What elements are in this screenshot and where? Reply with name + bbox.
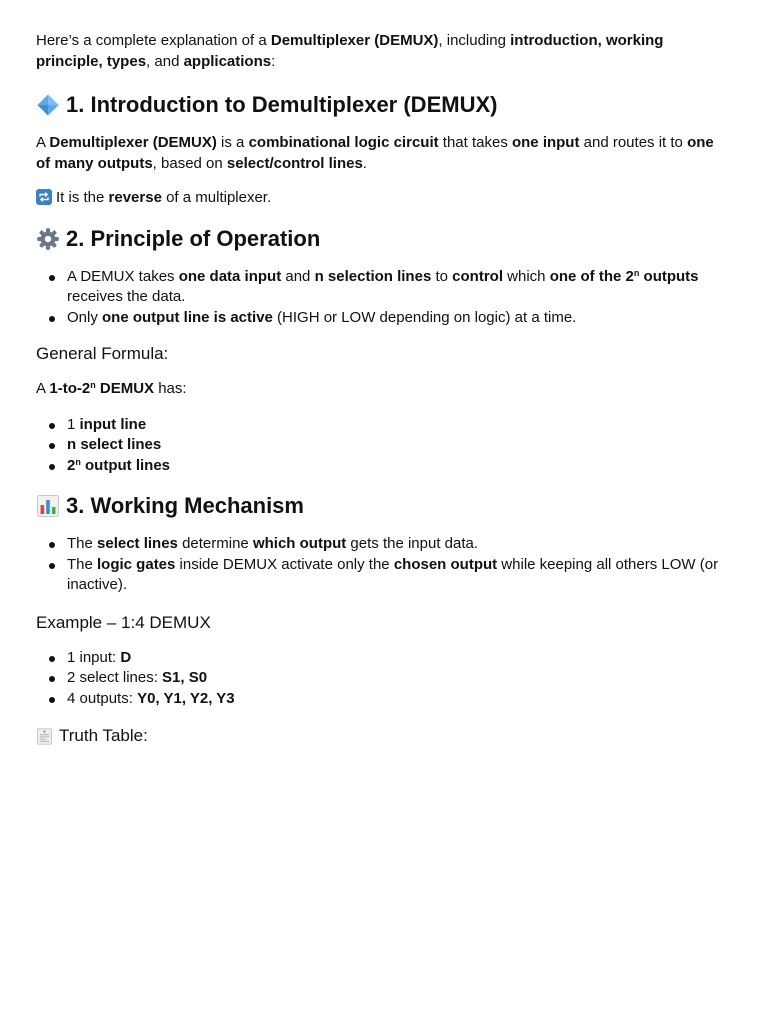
bold-term: one output line is active <box>102 308 273 326</box>
intro-text: : <box>271 52 276 70</box>
text: (HIGH or LOW depending on logic) at a time. <box>272 308 577 326</box>
intro-text: , including <box>438 32 511 49</box>
intro-text: Here’s a complete explanation of a <box>36 32 271 49</box>
principle-list <box>36 267 732 329</box>
heading-text: Truth Table: <box>59 726 148 745</box>
gear-icon <box>36 227 60 251</box>
bold-term: S1, S0 <box>162 669 208 686</box>
bold-term: one of many outputs <box>36 134 714 172</box>
intro-bold-applications: applications <box>183 52 272 70</box>
formula-paragraph <box>36 379 732 400</box>
intro-bold-term: Demultiplexer (DEMUX) <box>270 32 439 49</box>
formula-list <box>36 415 732 477</box>
section1-definition <box>36 133 732 174</box>
list-item <box>36 267 732 308</box>
intro-paragraph <box>36 31 732 72</box>
text: The <box>67 535 98 552</box>
superscript: n <box>90 380 96 390</box>
list-item <box>36 534 732 555</box>
superscript: n <box>633 267 640 278</box>
general-formula-heading <box>36 343 732 365</box>
bold-term: n select lines <box>67 436 162 453</box>
mechanism-list <box>36 534 732 596</box>
bold-term: one data input <box>178 267 282 285</box>
bold-term: DEMUX <box>95 380 155 397</box>
list-item <box>36 308 732 329</box>
intro-bold-topics: introduction, working principle, types <box>36 32 664 70</box>
bold-term: control <box>452 267 503 285</box>
heading-text: Example – 1:4 DEMUX <box>36 612 211 632</box>
truth-table-heading <box>36 725 732 747</box>
superscript: n <box>75 456 81 467</box>
text: determine <box>177 535 253 552</box>
list-item <box>36 668 732 689</box>
text: The <box>67 555 98 573</box>
bold-term: input line <box>79 415 147 433</box>
bold-term: Demultiplexer (DEMUX) <box>49 134 217 151</box>
list-item <box>36 456 732 477</box>
text: 4 outputs: <box>67 689 138 707</box>
text: while keeping all others LOW (or inactive). <box>67 555 719 593</box>
bold-term: outputs <box>639 267 699 285</box>
text: and routes it to <box>579 134 688 151</box>
text: Only <box>67 308 103 326</box>
section1-heading <box>36 91 732 119</box>
list-item <box>36 648 732 669</box>
list-item <box>36 555 732 596</box>
bold-term: output lines <box>80 456 171 474</box>
bar-chart-icon <box>36 494 60 518</box>
bold-term: Y0, Y1, Y2, Y3 <box>137 689 235 707</box>
bold-term: D <box>120 648 132 666</box>
text: It is the <box>56 189 109 206</box>
section3-heading-text: 3. Working Mechanism <box>66 493 304 518</box>
section1-heading-text: 1. Introduction to Demultiplexer (DEMUX) <box>66 92 498 117</box>
text: inside DEMUX activate only the <box>175 555 394 573</box>
text: A DEMUX takes <box>67 267 179 285</box>
text: 1 <box>67 415 80 433</box>
bold-term: one of the 2 <box>549 267 634 285</box>
bold-term: select lines <box>97 535 178 552</box>
text: which <box>503 267 550 285</box>
list-item <box>36 415 732 436</box>
text: , based on <box>152 154 227 172</box>
heading-text: General Formula: <box>36 344 169 363</box>
section2-heading <box>36 225 732 253</box>
section1-note <box>36 188 732 209</box>
text: gets the input data. <box>346 535 479 552</box>
list-item <box>36 435 732 456</box>
text: has: <box>154 380 187 397</box>
list-item <box>36 689 732 710</box>
example-heading <box>36 612 732 634</box>
text: 2 select lines: <box>67 669 163 686</box>
text: A <box>36 380 50 397</box>
text: of a multiplexer. <box>161 189 272 206</box>
text: 1 input: <box>67 648 121 666</box>
bold-term: combinational logic circuit <box>248 134 439 151</box>
repeat-arrows-icon <box>36 189 52 205</box>
bold-term: 1-to-2 <box>49 380 91 397</box>
text: to <box>431 267 453 285</box>
bold-term: logic gates <box>97 555 176 573</box>
blue-diamond-icon <box>36 93 60 117</box>
intro-text: , and <box>146 52 184 70</box>
example-list <box>36 648 732 710</box>
text: that takes <box>438 134 512 151</box>
text: A <box>36 134 50 151</box>
bold-term: select/control lines <box>226 154 363 172</box>
bold-term: n selection lines <box>314 267 432 285</box>
text: is a <box>216 134 249 151</box>
bold-term: reverse <box>108 189 162 206</box>
section2-heading-text: 2. Principle of Operation <box>66 225 321 251</box>
text: receives the data. <box>67 288 186 305</box>
text: . <box>362 154 367 172</box>
bold-term: one input <box>511 134 580 151</box>
bold-term: 2 <box>67 456 76 474</box>
text: and <box>281 267 315 285</box>
bold-term: which output <box>252 535 347 552</box>
receipt-icon <box>36 728 53 745</box>
section3-heading <box>36 492 732 520</box>
bold-term: chosen output <box>393 555 498 573</box>
